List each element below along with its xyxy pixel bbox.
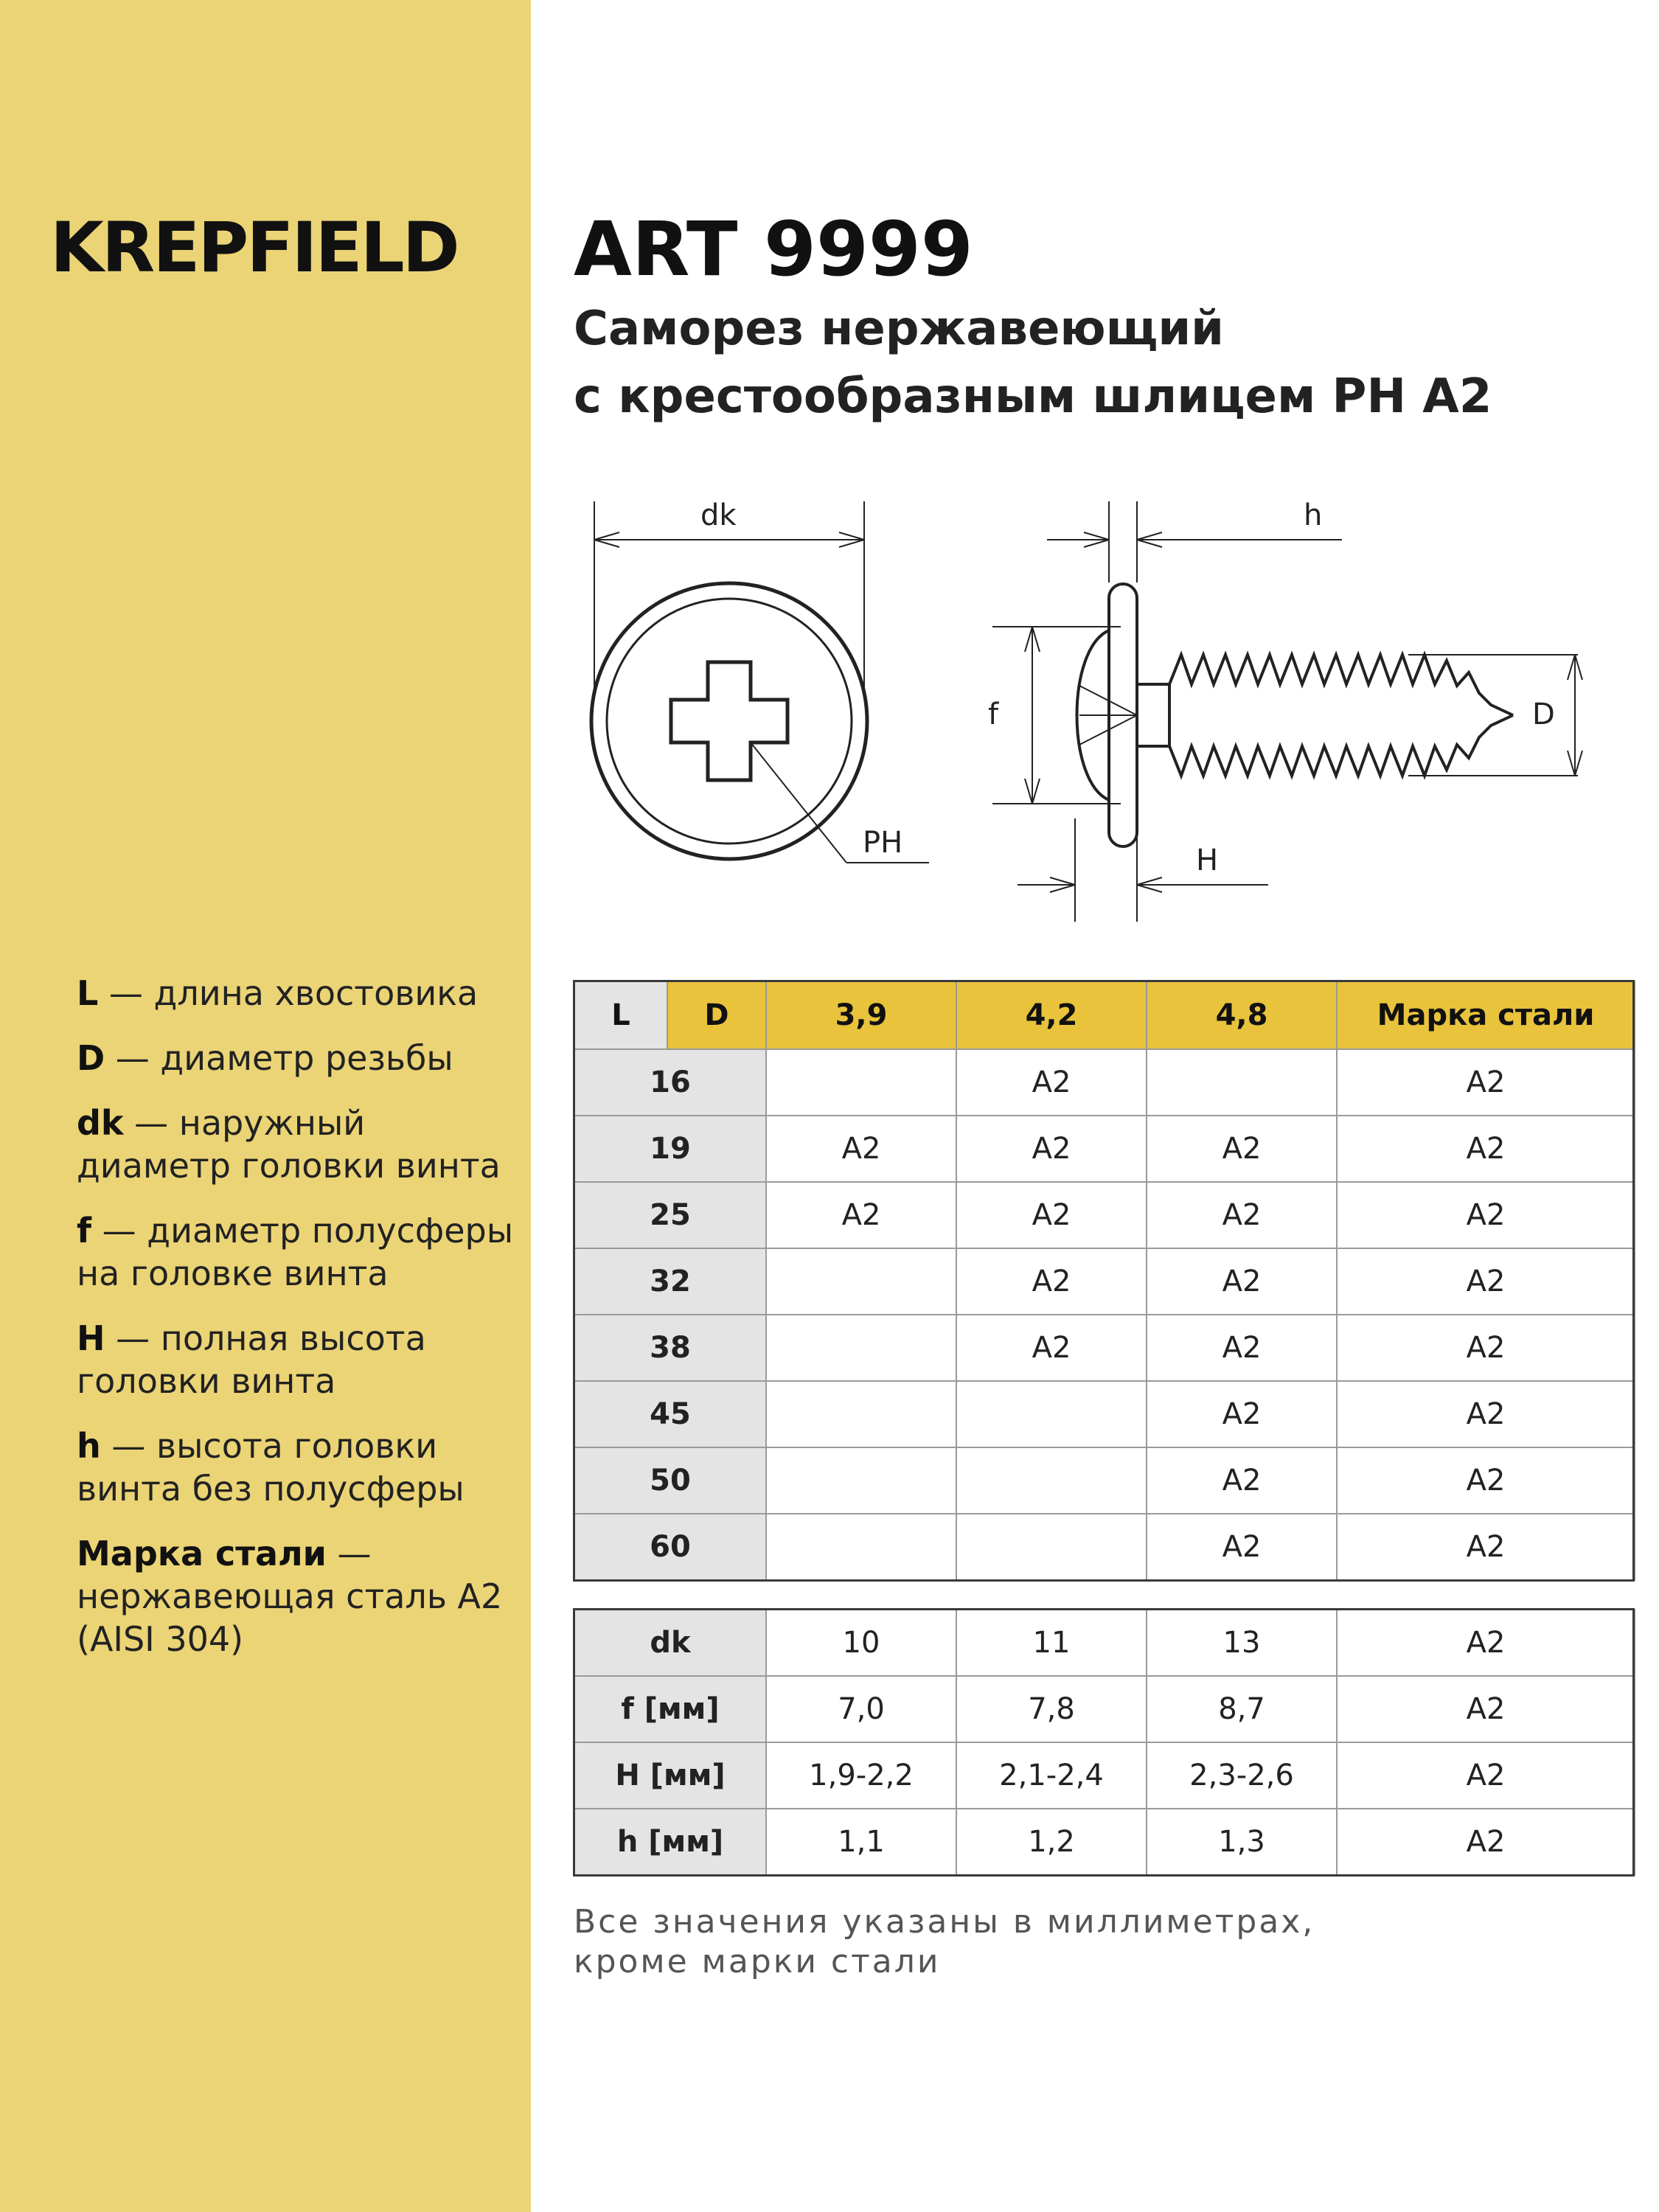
legend-item-l — [77, 972, 519, 1015]
table-row — [574, 1809, 1635, 1875]
row-label: f [мм] — [574, 1676, 766, 1742]
sizes-table — [574, 981, 1635, 1581]
table-cell: 7,8 — [956, 1676, 1147, 1742]
row-label: 50 — [574, 1447, 766, 1514]
label-H: H — [1196, 844, 1219, 877]
table-cell: A2 — [956, 1182, 1147, 1248]
legend-item-f — [77, 1209, 519, 1295]
row-label: dk — [574, 1610, 766, 1676]
leader-line-ph — [751, 742, 846, 863]
table-cell: A2 — [1147, 1116, 1337, 1182]
table-cell — [956, 1514, 1147, 1580]
thread-bottom — [1169, 715, 1513, 776]
table-cell: A2 — [1337, 1514, 1635, 1580]
table-cell: 1,9-2,2 — [766, 1742, 956, 1809]
legend-text: — нержавеющая сталь A2 (AISI 304) — [77, 1534, 503, 1659]
table-row — [574, 1742, 1635, 1809]
table-cell — [1147, 1049, 1337, 1116]
legend-key: D — [77, 1038, 105, 1078]
row-label: 60 — [574, 1514, 766, 1580]
table-cell: A2 — [1147, 1381, 1337, 1447]
table-row — [574, 1315, 1635, 1381]
legend-list — [77, 972, 519, 1683]
table-cell: A2 — [1337, 1676, 1635, 1742]
table-cell: A2 — [956, 1116, 1147, 1182]
table-row — [574, 1116, 1635, 1182]
head-outer-circle — [591, 583, 867, 859]
table-row — [574, 1248, 1635, 1315]
table-cell — [766, 1248, 956, 1315]
table-cell — [956, 1447, 1147, 1514]
product-title-line2: с крестообразным шлицем PH A2 — [574, 369, 1492, 424]
footnote-line2: кроме марки стали — [574, 1943, 941, 1980]
table-cell: A2 — [1337, 1381, 1635, 1447]
phillips-cross-icon — [671, 662, 787, 780]
row-label: 16 — [574, 1049, 766, 1116]
table-cell: A2 — [1337, 1116, 1635, 1182]
header-col: 3,9 — [766, 981, 956, 1049]
table-cell: 8,7 — [1147, 1676, 1337, 1742]
left-sidebar-panel — [0, 0, 531, 2212]
table-cell: A2 — [1337, 1248, 1635, 1315]
label-dk: dk — [700, 498, 737, 532]
legend-key: f — [77, 1211, 92, 1251]
thread-top — [1169, 655, 1513, 715]
product-title-line1: Саморез нержавеющий — [574, 302, 1224, 356]
table-cell: 2,1-2,4 — [956, 1742, 1147, 1809]
legend-text: — высота головки винта без полусферы — [77, 1426, 465, 1509]
table-cell: 13 — [1147, 1610, 1337, 1676]
table-cell: 11 — [956, 1610, 1147, 1676]
row-label: h [мм] — [574, 1809, 766, 1875]
table-cell: A2 — [1147, 1514, 1337, 1580]
table-cell: A2 — [1337, 1182, 1635, 1248]
row-label: 45 — [574, 1381, 766, 1447]
row-label: 32 — [574, 1248, 766, 1315]
table-cell: A2 — [1337, 1809, 1635, 1875]
label-D: D — [1532, 698, 1555, 731]
table-cell: A2 — [1337, 1610, 1635, 1676]
table-row — [574, 1182, 1635, 1248]
header-col: 4,2 — [956, 981, 1147, 1049]
table-cell: A2 — [766, 1116, 956, 1182]
legend-text: — диаметр резьбы — [105, 1038, 453, 1078]
row-label: 38 — [574, 1315, 766, 1381]
table-row — [574, 1447, 1635, 1514]
row-label: 25 — [574, 1182, 766, 1248]
legend-key: H — [77, 1318, 105, 1358]
table-row — [574, 1676, 1635, 1742]
footnote-line1: Все значения указаны в миллиметрах, — [574, 1903, 1315, 1941]
table-cell: A2 — [956, 1248, 1147, 1315]
header-d: D — [667, 981, 766, 1049]
table-row — [574, 1610, 1635, 1676]
table-cell: A2 — [1147, 1447, 1337, 1514]
screw-technical-drawing — [560, 472, 1622, 944]
table-cell: 7,0 — [766, 1676, 956, 1742]
table-cell: A2 — [1147, 1248, 1337, 1315]
legend-key: Марка стали — [77, 1534, 327, 1573]
article-number: ART 9999 — [574, 206, 973, 293]
table-cell: 1,2 — [956, 1809, 1147, 1875]
table-row — [574, 1049, 1635, 1116]
table-cell — [766, 1049, 956, 1116]
table-row — [574, 1381, 1635, 1447]
legend-text: — полная высота головки винта — [77, 1318, 426, 1401]
screw-side-view — [988, 498, 1582, 922]
table-cell: A2 — [1147, 1315, 1337, 1381]
table-cell: A2 — [1337, 1742, 1635, 1809]
shank — [1137, 684, 1169, 746]
table-cell: A2 — [956, 1049, 1147, 1116]
legend-item-h-small — [77, 1425, 519, 1510]
dimensions-table — [574, 1609, 1635, 1876]
legend-key: L — [77, 973, 99, 1013]
header-l: L — [574, 981, 667, 1049]
legend-key: dk — [77, 1103, 124, 1143]
table-cell — [956, 1381, 1147, 1447]
legend-item-steel — [77, 1532, 519, 1660]
legend-item-d — [77, 1037, 519, 1079]
table-cell — [766, 1514, 956, 1580]
legend-key: h — [77, 1426, 101, 1466]
legend-text: — наружный диаметр головки винта — [77, 1103, 501, 1186]
legend-item-h-full — [77, 1317, 519, 1402]
header-col: 4,8 — [1147, 981, 1337, 1049]
table-cell: A2 — [1337, 1447, 1635, 1514]
table-cell — [766, 1315, 956, 1381]
table-cell: 1,1 — [766, 1809, 956, 1875]
label-h-small: h — [1304, 498, 1323, 532]
brand-logo: KREPFIELD — [50, 208, 458, 288]
table-header-row — [574, 981, 1635, 1049]
table-cell: A2 — [1337, 1315, 1635, 1381]
table-cell: 1,3 — [1147, 1809, 1337, 1875]
label-f: f — [988, 698, 999, 731]
table-cell: 2,3-2,6 — [1147, 1742, 1337, 1809]
table-cell: A2 — [1147, 1182, 1337, 1248]
table-cell: A2 — [956, 1315, 1147, 1381]
screw-head-top-view — [591, 498, 929, 863]
legend-text: — длина хвостовика — [98, 973, 479, 1013]
product-title — [574, 295, 1606, 431]
table-cell — [766, 1447, 956, 1514]
legend-item-dk — [77, 1102, 519, 1187]
footnote — [574, 1902, 1315, 1982]
table-cell — [766, 1381, 956, 1447]
legend-text: — диаметр полусферы на головке винта — [77, 1211, 514, 1293]
row-label: 19 — [574, 1116, 766, 1182]
label-ph: PH — [863, 826, 903, 860]
table-cell: 10 — [766, 1610, 956, 1676]
table-row — [574, 1514, 1635, 1580]
table-cell: A2 — [1337, 1049, 1635, 1116]
row-label: H [мм] — [574, 1742, 766, 1809]
head-inner-circle — [607, 599, 852, 844]
table-cell: A2 — [766, 1182, 956, 1248]
header-col: Марка стали — [1337, 981, 1635, 1049]
